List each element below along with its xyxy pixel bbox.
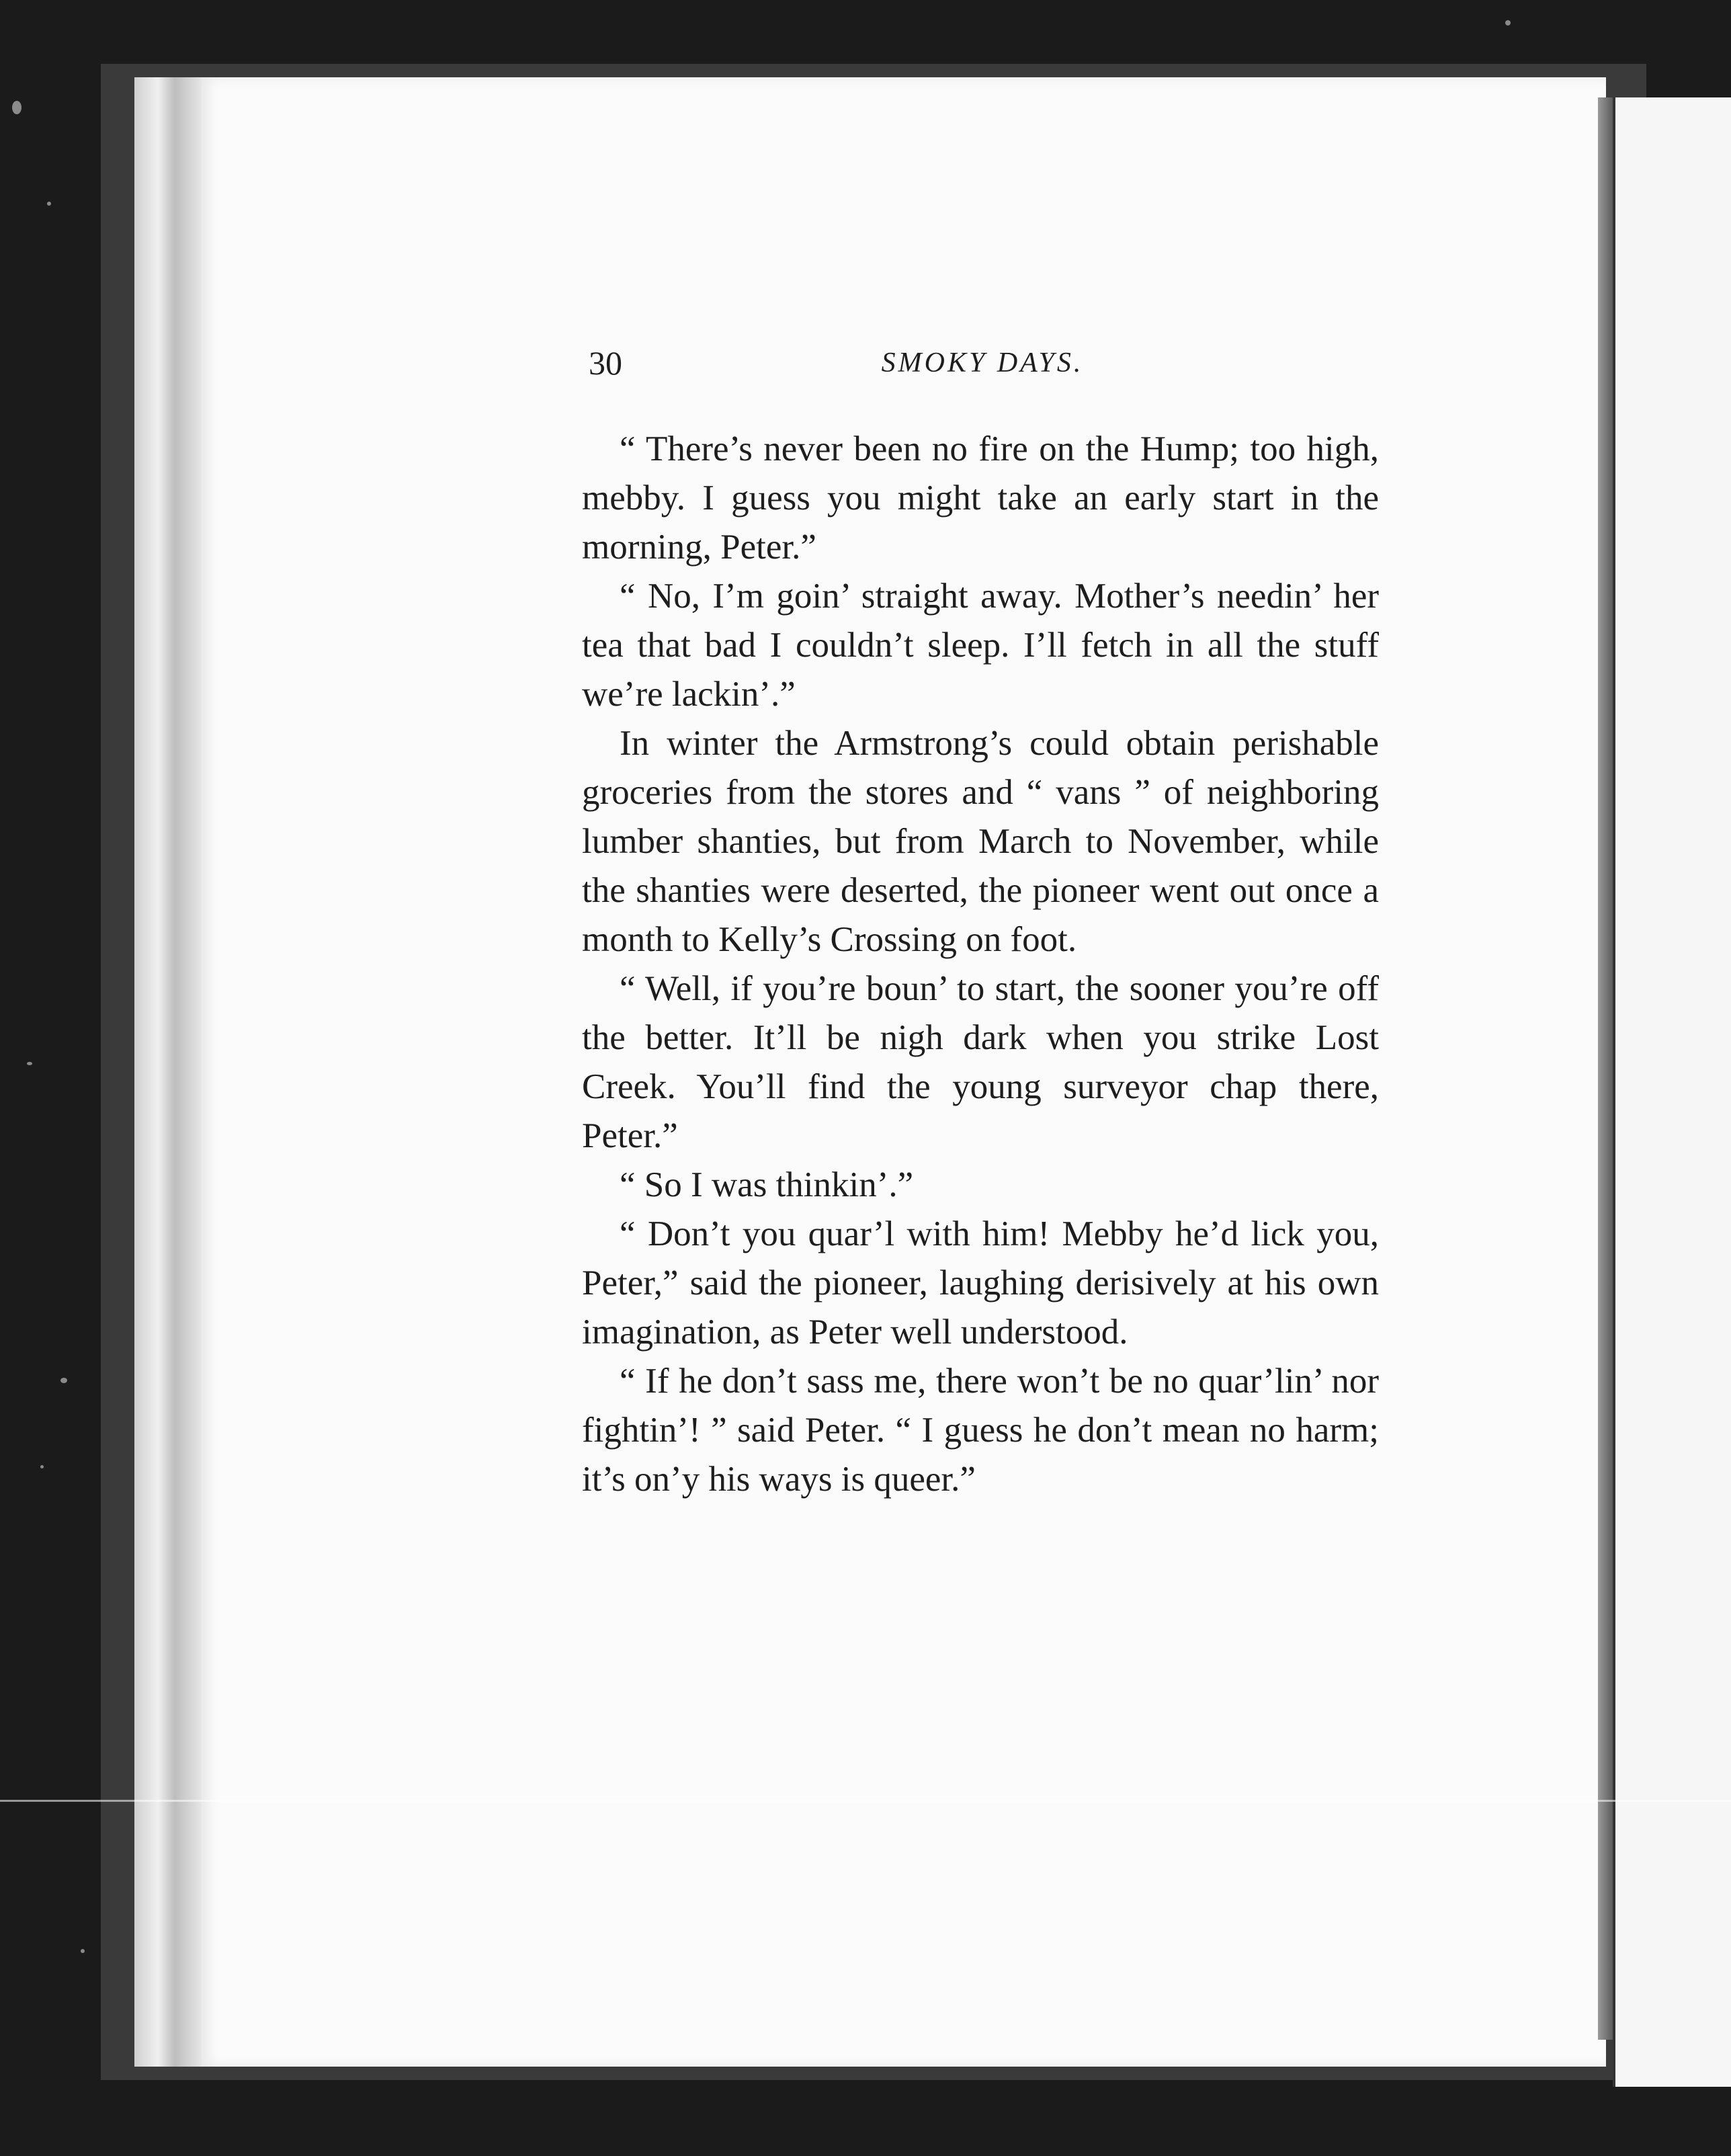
scan-speckle: [81, 1949, 85, 1953]
paragraph: “ Well, if you’re boun’ to start, the sooner you’re off the better. It’ll be nigh dark when you strike Lost Creek. You’ll find the young surveyor chap there, Peter.”: [582, 969, 1379, 1155]
paragraph: “ If he don’t sass me, there won’t be no quar’lin’ nor fightin’! ” said Peter. “ I guess he don’t mean no harm; it’s on’y his ways is queer.”: [582, 1362, 1379, 1499]
book-title: SMOKY DAYS.: [881, 347, 1084, 378]
scan-speckle: [27, 1062, 32, 1065]
adjacent-page: [1613, 97, 1731, 2087]
scan-speckle: [40, 1465, 44, 1468]
scan-speckle: [60, 1378, 67, 1383]
paragraph: “ No, I’m goin’ straight away. Mother’s needin’ her tea that bad I couldn’t sleep. I’ll fetch in all the stuff we’re lackin’.”: [582, 577, 1379, 714]
paragraph: “ So I was thinkin’.”: [620, 1165, 914, 1204]
paragraph: “ There’s never been no fire on the Hump; too high, mebby. I guess you might take an early start in the morning, Peter.”: [582, 429, 1379, 567]
scan-speckle: [47, 202, 51, 206]
running-head: [589, 339, 1376, 386]
paragraph: In winter the Armstrong’s could obtain perishable groceries from the stores and “ vans ” of neighboring lumber shanties, but from March to November, while the shanties were deserted, the pioneer went out once a month to Kelly’s Crossing on foot.: [582, 724, 1379, 959]
scan-speckle: [12, 101, 22, 114]
page-number: 30: [589, 344, 622, 382]
page-edge-shadow: [1598, 97, 1613, 2040]
scan-speckle: [1505, 20, 1511, 26]
scan-artifact-line: [0, 1800, 1731, 1802]
binding-gutter: [134, 77, 202, 2067]
paragraph: “ Don’t you quar’l with him! Mebby he’d lick you, Peter,” said the pioneer, laughing derisively at his own imagination, as Peter well understood.: [582, 1214, 1379, 1352]
body-text: [582, 425, 1379, 1504]
